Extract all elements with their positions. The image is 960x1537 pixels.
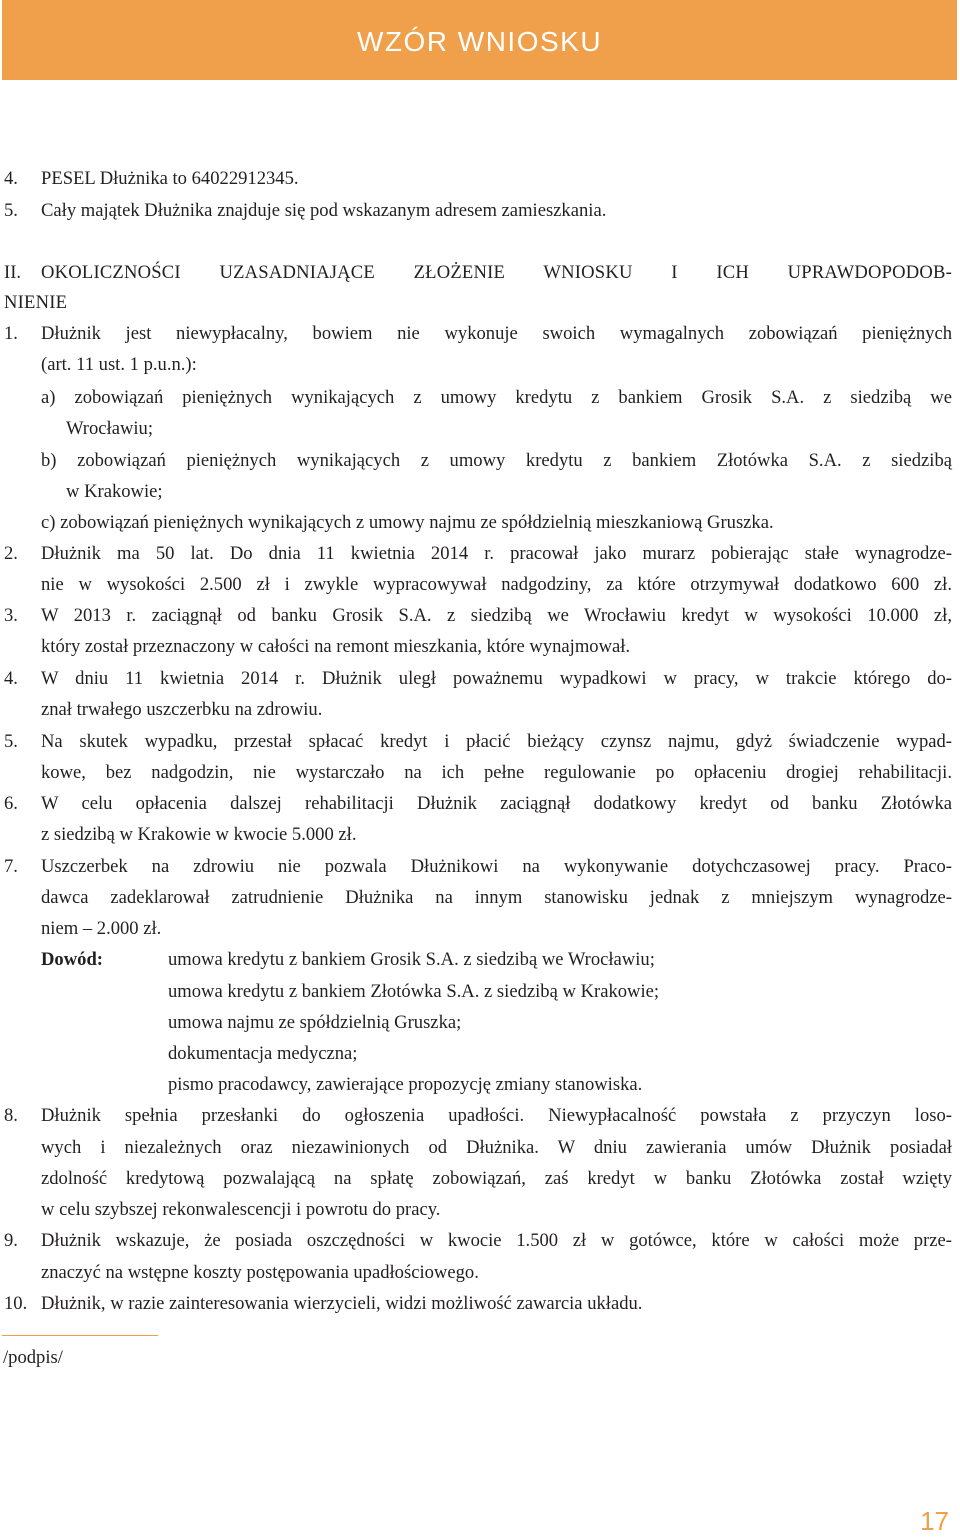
item-number: 5. [4, 200, 18, 221]
evidence-entry: pismo pracodawcy, zawierające propozycję zmiany stanowiska. [168, 1074, 643, 1095]
section-heading-cont: NIENIE [4, 292, 68, 313]
item-text: nie w wysokości 2.500 zł i zwykle wypracowywał nadgodziny, za które otrzymywał dodatkowo 600 zł. [41, 574, 952, 595]
item-text: wych i niezależnych oraz niezawinionych od Dłużnika. W dniu zawierania umów Dłużnik posiadał [41, 1137, 952, 1158]
item-text: znał trwałego uszczerbku na zdrowiu. [41, 699, 323, 720]
signature-placeholder: /podpis/ [3, 1347, 63, 1368]
item-text: kowe, bez nadgodzin, nie wystarczało na ich pełne regulowanie po opłaceniu drogiej rehabilitacji. [41, 762, 952, 783]
item-text: W 2013 r. zaciągnął od banku Grosik S.A. z siedzibą we Wrocławiu kredyt w wysokości 10.000 zł, [41, 605, 952, 626]
item-text: dawca zadeklarował zatrudnienie Dłużnika na innym stanowisku jednak z mniejszym wynagrodze- [41, 887, 952, 908]
item-text: PESEL Dłużnika to 64022912345. [41, 168, 299, 189]
item-text: który został przeznaczony w całości na remont mieszkania, które wynajmował. [41, 636, 631, 657]
page-number: 17 [920, 1506, 949, 1536]
item-number: 9. [4, 1230, 18, 1251]
item-number: 7. [4, 856, 18, 877]
item-text: niem – 2.000 zł. [41, 918, 162, 939]
item-number: 5. [4, 731, 18, 752]
item-text: Dłużnik wskazuje, że posiada oszczędności w kwocie 1.500 zł w gotówce, które w całości może prze- [41, 1230, 952, 1251]
item-number: 1. [4, 323, 18, 344]
evidence-label: Dowód: [41, 949, 103, 970]
item-number: 4. [4, 668, 18, 689]
evidence-entry: umowa kredytu z bankiem Grosik S.A. z siedzibą we Wrocławiu; [168, 949, 655, 970]
item-number: 10. [4, 1293, 28, 1314]
item-text: zdolność kredytową pozwalającą na spłatę zobowiązań, zaś kredyt w banku Złotówka został wzięty [41, 1168, 952, 1189]
item-number: 8. [4, 1105, 18, 1126]
sub-item-text: b) zobowiązań pieniężnych wynikających z umowy kredytu z bankiem Złotówka S.A. z siedzibą [41, 450, 952, 471]
sub-item-text: w Krakowie; [66, 481, 163, 502]
section-heading: OKOLICZNOŚCI UZASADNIAJĄCE ZŁOŻENIE WNIOSKU I ICH UPRAWDOPODOB- [41, 262, 952, 283]
header-banner [2, 0, 957, 80]
sub-item-text: Wrocławiu; [66, 418, 154, 439]
item-text: Uszczerbek na zdrowiu nie pozwala Dłużnikowi na wykonywanie dotychczasowej pracy. Praco- [41, 856, 952, 877]
item-number: 2. [4, 543, 18, 564]
item-text: znaczyć na wstępne koszty postępowania upadłościowego. [41, 1262, 479, 1283]
item-text: w celu szybszej rekonwalescencji i powrotu do pracy. [41, 1199, 441, 1220]
sub-item-text: a) zobowiązań pieniężnych wynikających z umowy kredytu z bankiem Grosik S.A. z siedzibą we [41, 387, 952, 408]
item-text: (art. 11 ust. 1 p.u.n.): [41, 354, 197, 375]
signature-divider [2, 1335, 158, 1336]
item-text: Dłużnik, w razie zainteresowania wierzycieli, widzi możliwość zawarcia układu. [41, 1293, 643, 1314]
item-number: 6. [4, 793, 18, 814]
sub-item-text: c) zobowiązań pieniężnych wynikających z umowy najmu ze spółdzielnią mieszkaniową Gruszka. [41, 512, 774, 533]
item-text: Dłużnik jest niewypłacalny, bowiem nie wykonuje swoich wymagalnych zobowiązań pieniężnych [41, 323, 952, 344]
item-text: z siedzibą w Krakowie w kwocie 5.000 zł. [41, 824, 357, 845]
item-text: Cały majątek Dłużnika znajduje się pod wskazanym adresem zamieszkania. [41, 200, 607, 221]
page-title: WZÓR WNIOSKU [356, 26, 603, 57]
item-text: Dłużnik spełnia przesłanki do ogłoszenia upadłości. Niewypłacalność powstała z przyczyn loso- [41, 1105, 952, 1126]
evidence-entry: umowa najmu ze spółdzielnią Gruszka; [168, 1012, 462, 1033]
item-text: W dniu 11 kwietnia 2014 r. Dłużnik uległ poważnemu wypadkowi w pracy, w trakcie którego do- [41, 668, 952, 689]
item-text: Dłużnik ma 50 lat. Do dnia 11 kwietnia 2014 r. pracował jako murarz pobierając stałe wynagrodze- [41, 543, 952, 564]
item-number: 4. [4, 168, 18, 189]
item-number: 3. [4, 605, 18, 626]
item-text: Na skutek wypadku, przestał spłacać kredyt i płacić bieżący czynsz najmu, gdyż świadczenie wypad- [41, 731, 952, 752]
evidence-entry: dokumentacja medyczna; [168, 1043, 358, 1064]
section-number: II. [4, 262, 22, 283]
evidence-entry: umowa kredytu z bankiem Złotówka S.A. z siedzibą w Krakowie; [168, 981, 660, 1002]
item-text: W celu opłacenia dalszej rehabilitacji Dłużnik zaciągnął dodatkowy kredyt od banku Złotówka [41, 793, 952, 814]
